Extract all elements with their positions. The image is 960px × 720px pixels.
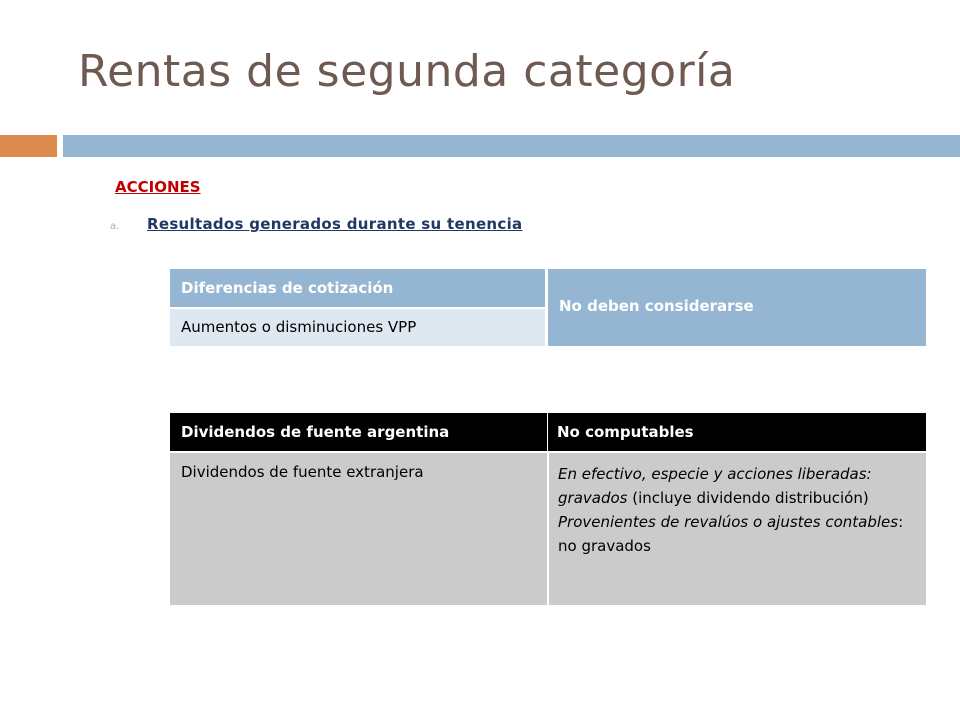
table-cell-diferencias: Diferencias de cotización: [170, 269, 545, 307]
table-cell-fuente-extranjera: Dividendos de fuente extranjera: [170, 453, 547, 605]
list-marker: a.: [110, 221, 120, 232]
acciones-link[interactable]: ACCIONES: [115, 178, 201, 196]
detail-line-2: Provenientes de revalúos o ajustes contables: no gravados: [558, 513, 904, 555]
table-cell-aumentos: Aumentos o disminuciones VPP: [170, 309, 545, 346]
table-header-fuente-argentina: Dividendos de fuente argentina: [170, 413, 547, 451]
table-cell-detalle: [549, 453, 926, 605]
table-vpp: [170, 269, 926, 346]
table-dividendos: [170, 413, 926, 605]
table-cell-no-deben: No deben considerarse: [548, 269, 926, 346]
detail-line-1: En efectivo, especie y acciones liberadas: gravados (incluye dividendo distribución): [558, 465, 872, 507]
slide-title: Rentas de segunda categoría: [78, 46, 736, 97]
accent-bar-orange: [0, 135, 57, 157]
tenencia-link[interactable]: Resultados generados durante su tenencia: [147, 215, 523, 233]
accent-bar-blue: [63, 135, 960, 157]
table-header-no-computables: No computables: [548, 413, 926, 451]
